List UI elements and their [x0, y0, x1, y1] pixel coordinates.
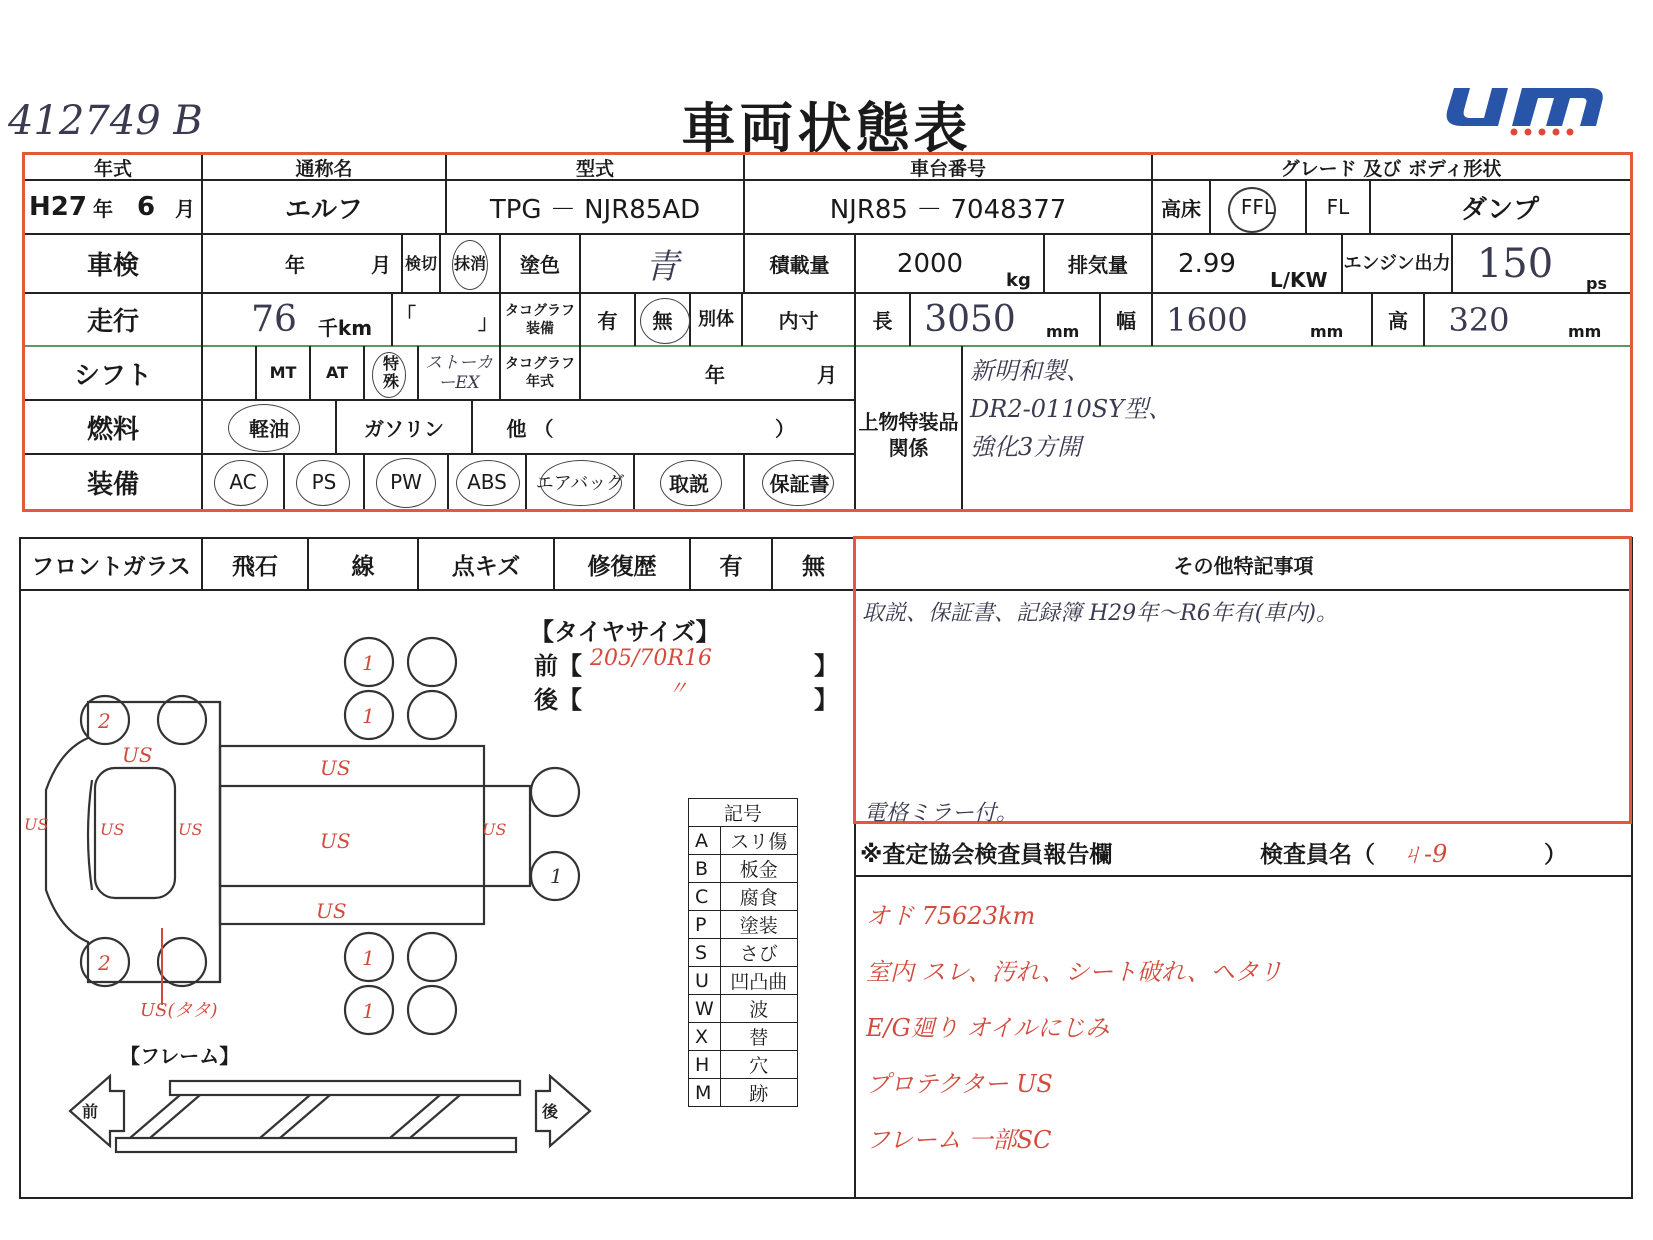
month-unit: 月 — [175, 196, 195, 221]
tire-size-title: 【タイヤサイズ】 — [530, 618, 720, 646]
other-notes-title: その他特記事項 — [1173, 553, 1314, 578]
tacho-year-unit: 年 — [705, 362, 725, 387]
inspection-expired: 検切 — [404, 253, 437, 273]
legend-desc: 凹凸曲 — [720, 967, 797, 995]
vehicle-name: エルフ — [284, 194, 363, 225]
length-unit: mm — [1046, 322, 1080, 341]
header-year: 年式 — [93, 157, 132, 180]
inspection-year-unit: 年 — [285, 253, 305, 277]
year-unit: 年 — [93, 196, 113, 221]
legend-code: W — [689, 995, 721, 1023]
height-label: 高 — [1388, 309, 1408, 333]
width-value: 1600 — [1166, 300, 1248, 339]
tire-mark-6: 2 — [98, 709, 111, 733]
damage-mark-2: US — [320, 756, 351, 780]
tire-mark-1: 1 — [362, 651, 375, 675]
legend-code: S — [689, 939, 721, 967]
mileage-unit: 千km — [317, 315, 373, 340]
legend-code: M — [689, 1079, 721, 1107]
equipment-label: 装備 — [86, 469, 139, 500]
vehicle-model: TPG － NJR85AD — [489, 194, 701, 225]
width-unit: mm — [1310, 322, 1344, 341]
frame-front-arrow: 前 — [82, 1102, 99, 1121]
tire-front-label: 前【 — [534, 652, 582, 680]
ac-circle — [214, 460, 268, 506]
windshield-chip: 飛石 — [232, 553, 278, 580]
height-value: 320 — [1448, 300, 1510, 339]
damage-mark-6: US — [482, 820, 507, 839]
inspection-month-unit: 月 — [371, 253, 391, 277]
equipment-warranty: 保証書 — [769, 471, 830, 496]
tire-front-close: 】 — [814, 652, 838, 680]
other-notes-line2: 電格ミラー付。 — [864, 801, 1019, 826]
fuel-gasoline: ガソリン — [364, 416, 444, 441]
header-model: 型式 — [575, 157, 614, 180]
repair-history-no: 無 — [802, 553, 825, 580]
header-name: 通称名 — [295, 157, 353, 180]
damage-mark-1: US — [122, 743, 153, 767]
tacho-year-label: タコグラフ年式 — [505, 356, 575, 390]
tacho-month-unit: 月 — [817, 362, 837, 387]
legend-desc: 穴 — [720, 1051, 797, 1079]
upper-equipment-label: 上物特装品関係 — [858, 410, 959, 460]
legend-desc: スリ傷 — [720, 827, 797, 855]
repair-history-yes: 有 — [719, 553, 743, 580]
color-value: 青 — [645, 247, 679, 287]
tire-rear-label: 後【 — [534, 686, 582, 714]
tacho-separate: 別体 — [698, 308, 734, 330]
damage-mark-3: US — [320, 829, 351, 853]
report-line-4: プロテクター US — [866, 1070, 1053, 1098]
payload-unit: kg — [1006, 270, 1031, 291]
legend-code: X — [689, 1023, 721, 1051]
bracket-open: 「 — [396, 302, 416, 327]
frame-rear-arrow: 後 — [542, 1102, 559, 1121]
airbag-circle — [540, 460, 622, 506]
equipment-ps: PS — [311, 470, 337, 494]
ps-circle — [296, 460, 350, 506]
windshield-label: フロントガラス — [31, 553, 191, 580]
damage-mark-8: US — [24, 815, 49, 834]
legend-title: 記号 — [689, 799, 798, 827]
tire-rear-value: 〃 — [668, 676, 688, 700]
tire-mark-4: 1 — [362, 999, 375, 1023]
damage-mark-5: US — [178, 820, 203, 839]
mileage-label: 走行 — [86, 307, 139, 337]
tire-mark-3: 1 — [362, 946, 375, 970]
legend-code: B — [689, 855, 721, 883]
diesel-circle — [228, 404, 300, 452]
tacho-label: タコグラフ装備 — [505, 302, 575, 337]
manual-circle — [660, 460, 722, 506]
legend-code: H — [689, 1051, 721, 1079]
stock-number: 412749 B — [8, 98, 203, 144]
year-era: H27 — [29, 192, 87, 222]
tire-mark-2: 1 — [362, 704, 375, 728]
tire-front-value: 205/70R16 — [590, 646, 712, 671]
report-line-1: オド 75623km — [866, 902, 1036, 930]
height-unit: mm — [1568, 322, 1602, 341]
special-circle — [372, 352, 406, 398]
tire-mark-7: 2 — [98, 951, 111, 975]
equipment-manual: 取説 — [669, 471, 709, 496]
header-chassis: 車台番号 — [909, 157, 986, 180]
damage-mark-4: US — [316, 899, 347, 923]
tacho-no: 無 — [652, 309, 673, 333]
fuel-label: 燃料 — [86, 414, 139, 445]
payload-label: 積載量 — [769, 253, 830, 277]
engine-unit: ps — [1586, 274, 1607, 293]
bed-high: 高床 — [1161, 196, 1201, 221]
inspector-report-title: ※査定協会検査員報告欄 — [860, 842, 1113, 868]
legend-desc: 腐食 — [720, 883, 797, 911]
displacement-unit: L/KW — [1270, 268, 1328, 292]
other-notes-line1: 取説、保証書、記録簿 H29年～R6年有(車内)。 — [862, 601, 1338, 626]
equipment-pw: PW — [390, 470, 422, 494]
displacement-label: 排気量 — [1068, 253, 1128, 277]
shift-special-note: ストーカーEX — [425, 353, 493, 393]
bed-fl: FL — [1326, 195, 1350, 219]
equipment-airbag: エアバッグ — [535, 473, 625, 494]
legend-code: P — [689, 911, 721, 939]
symbol-legend — [688, 798, 798, 1107]
legend-desc: 波 — [720, 995, 797, 1023]
legend-desc: 板金 — [720, 855, 797, 883]
inspection-cancelled: 抹消 — [453, 253, 486, 273]
document-title: 車両状態表 — [681, 97, 972, 160]
displacement-value: 2.99 — [1178, 248, 1236, 279]
header-grade: グレード 及び ボディ形状 — [1280, 157, 1502, 180]
shift-special: 特殊 — [382, 354, 399, 391]
mileage-value: 76 — [251, 299, 297, 340]
report-line-3: E/G廻り オイルにじみ — [866, 1014, 1110, 1042]
warranty-circle — [762, 460, 834, 506]
legend-desc: 塗装 — [720, 911, 797, 939]
fuel-other-close: ） — [775, 416, 795, 441]
damage-mark-cab: US(タタ) — [140, 1000, 218, 1021]
tire-rear-close: 】 — [814, 686, 838, 714]
inspector-name-label: 検査員名（ — [1260, 842, 1375, 868]
damage-mark-7: US — [100, 820, 125, 839]
frame-diagram — [60, 1066, 600, 1176]
windshield-line: 線 — [351, 553, 375, 580]
length-value: 3050 — [924, 299, 1016, 340]
legend-code: C — [689, 883, 721, 911]
upper-equipment-notes — [970, 352, 1172, 466]
length-label: 長 — [872, 309, 893, 333]
legend-desc: さび — [720, 939, 797, 967]
inspector-name-close: ） — [1544, 842, 1567, 868]
truck-top-view-diagram — [20, 590, 660, 1060]
inspector-report-lines — [866, 888, 1283, 1168]
inspector-name-value: ㄐ-9 — [1400, 840, 1448, 868]
month-value: 6 — [136, 192, 156, 222]
tacho-yes: 有 — [597, 309, 618, 333]
repair-history-label: 修復歴 — [587, 553, 657, 580]
report-line-5: フレーム 一部SC — [866, 1126, 1052, 1154]
bracket-close: 」 — [478, 309, 498, 334]
engine-value: 150 — [1476, 240, 1554, 287]
fuel-diesel: 軽油 — [249, 416, 289, 441]
legend-code: A — [689, 827, 721, 855]
abs-circle — [456, 460, 520, 506]
width-label: 幅 — [1116, 309, 1136, 333]
ffl-circle — [1228, 187, 1276, 233]
equipment-ac: AC — [229, 470, 257, 494]
report-line-2: 室内 スレ、汚れ、シート破れ、ヘタリ — [866, 958, 1283, 986]
legend-desc: 替 — [720, 1023, 797, 1051]
upper-note-1: 新明和製、 — [970, 357, 1090, 385]
shift-at: AT — [325, 363, 349, 382]
bed-ffl: FFL — [1240, 195, 1276, 219]
legend-desc: 跡 — [720, 1079, 797, 1107]
upper-note-2: DR2-0110SY型、 — [970, 395, 1173, 423]
shift-mt: MT — [269, 363, 297, 382]
cancelled-circle — [452, 240, 488, 290]
shift-label: シフト — [73, 360, 152, 391]
upper-note-3: 強化3方開 — [970, 433, 1082, 461]
tire-mark-5: 1 — [550, 864, 563, 888]
tacho-no-circle — [640, 298, 690, 344]
chassis-number: NJR85 － 7048377 — [829, 194, 1067, 225]
frame-label: 【フレーム】 — [120, 1044, 240, 1068]
legend-code: U — [689, 967, 721, 995]
inspection-label: 車検 — [86, 251, 139, 281]
engine-label: エンジン出力 — [1343, 252, 1451, 274]
fuel-other: 他 （ — [506, 416, 554, 441]
inner-dimension-label: 内寸 — [778, 309, 819, 333]
color-label: 塗色 — [520, 253, 560, 277]
equipment-abs: ABS — [467, 470, 507, 494]
windshield-spot: 点キズ — [451, 553, 521, 580]
payload-value: 2000 — [896, 248, 964, 279]
pw-circle — [376, 458, 436, 508]
body-type: ダンプ — [1460, 194, 1540, 225]
